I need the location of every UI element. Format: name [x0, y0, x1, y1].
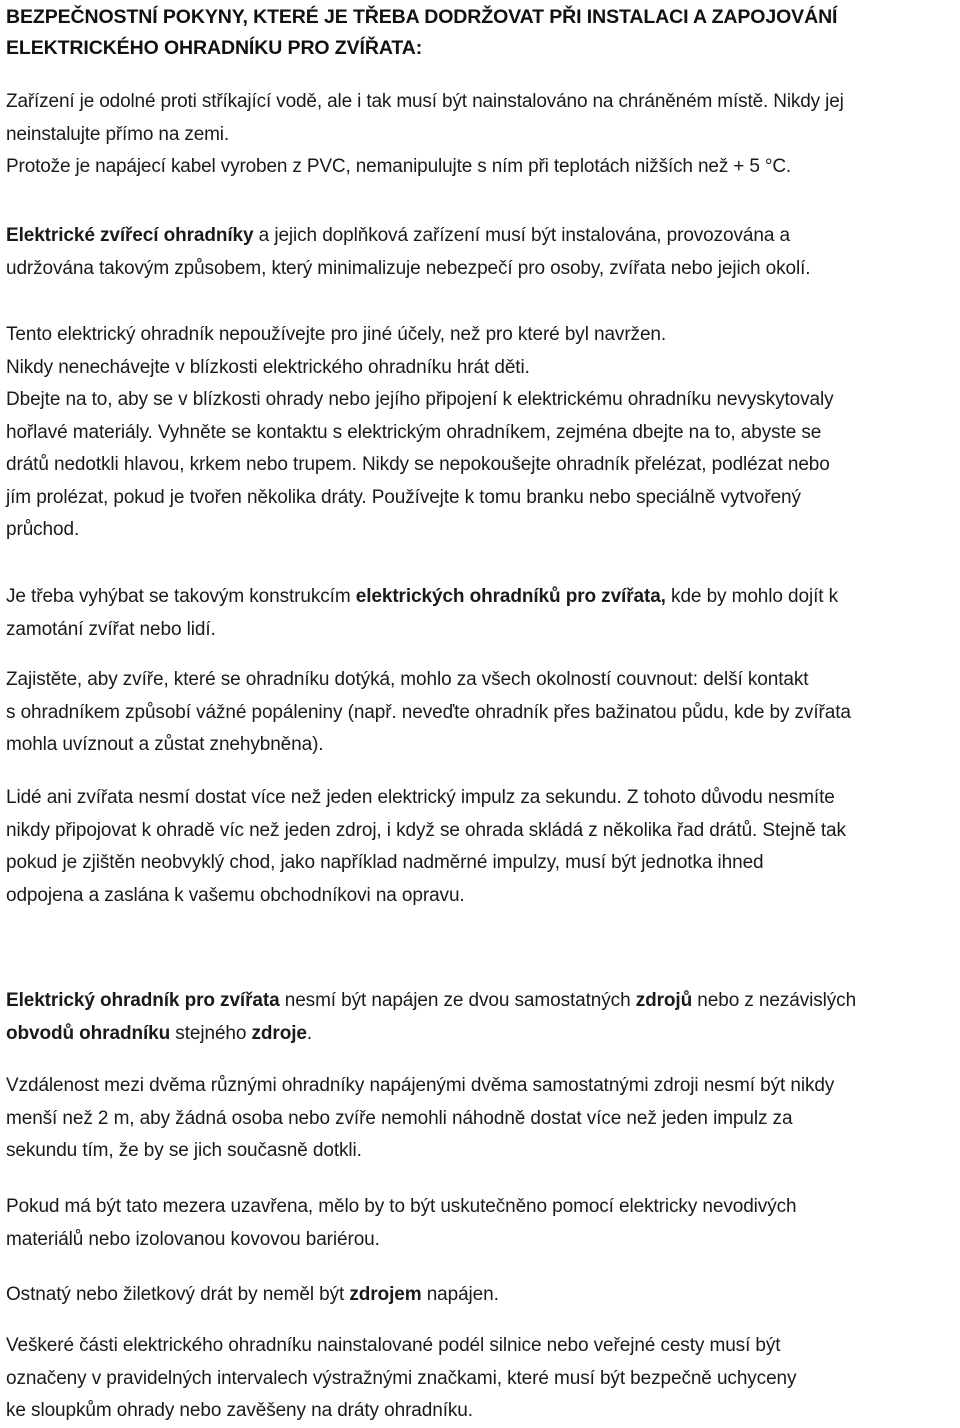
paragraph-installation: [6, 220, 956, 285]
text-line: označeny v pravidelných intervalech výstražnými značkami, které musí být bezpečně uchyceny: [6, 1367, 797, 1389]
bold-term: zdrojů: [635, 990, 693, 1011]
bold-term: Elektrické zvířecí ohradníky: [6, 225, 254, 246]
text-line: Veškeré části elektrického ohradníku nainstalované podél silnice nebo veřejné cesty musí být: [6, 1335, 781, 1356]
paragraph-animal-retreat: [6, 664, 956, 762]
text-line: [6, 1018, 956, 1051]
text-fragment: nebo z nezávislých: [692, 990, 857, 1011]
text-line: materiálů nebo izolovanou kovovou bariérou.: [6, 1228, 380, 1250]
paragraph-impulse-limit: [6, 782, 956, 912]
title-line: ELEKTRICKÉHO OHRADNÍKU PRO ZVÍŘATA:: [6, 37, 423, 59]
paragraph-distance: [6, 1070, 956, 1168]
paragraph-gap-closure: [6, 1191, 956, 1256]
text-line: Lidé ani zvířata nesmí dostat více než jeden elektrický impulz za sekundu. Z tohoto důvodu nesmíte: [6, 787, 835, 808]
bold-term: zdroje: [251, 1022, 307, 1044]
text-line: neinstalujte přímo na zemi.: [6, 123, 230, 145]
text-fragment: Ostnatý nebo žiletkový drát by neměl být: [6, 1284, 350, 1305]
paragraph-usage-warnings: [6, 319, 956, 547]
text-fragment: kde by mohlo dojít k: [665, 586, 839, 607]
paragraph-construction: [6, 581, 956, 646]
text-line: udržována takovým způsobem, který minimalizuje nebezpečí pro osoby, zvířata nebo jejich okolí.: [6, 257, 811, 279]
text-fragment: nesmí být napájen ze dvou samostatných: [279, 990, 636, 1011]
text-line: s ohradníkem způsobí vážné popáleniny (např. neveďte ohradník přes bažinatou půdu, kde by zvířata: [6, 701, 851, 723]
text-line: Zařízení je odolné proti stříkající vodě, ale i tak musí být nainstalováno na chráněném místě. Nikdy jej: [6, 91, 844, 112]
text-fragment: .: [306, 1022, 313, 1044]
bold-term: elektrických ohradníků pro zvířata,: [355, 586, 666, 607]
text-line: Dbejte na to, aby se v blízkosti ohrady nebo jejího připojení k elektrickému ohradníku nevyskytovaly: [6, 389, 834, 410]
text-line: pokud je zjištěn neobvyklý chod, jako například nadměrné impulzy, musí být jednotka ihned: [6, 852, 764, 873]
text-line: Pokud má být tato mezera uzavřena, mělo by to být uskutečněno pomocí elektricky nevodivých: [6, 1196, 797, 1217]
text-line: [6, 581, 956, 614]
text-line: jím prolézat, pokud je tvořen několika dráty. Používejte k tomu branku nebo speciálně vytvořený: [6, 486, 801, 508]
paragraph-warning-signs: [6, 1330, 956, 1428]
text-line: sekundu tím, že by se jich současně dotkli.: [6, 1140, 362, 1161]
text-line: ke sloupkům ohrady nebo zavěšeny na dráty ohradníku.: [6, 1400, 473, 1421]
text-fragment: Je třeba vyhýbat se takovým konstrukcím: [6, 586, 356, 607]
text-line: Protože je napájecí kabel vyroben z PVC, nemanipulujte s ním při teplotách nižších než + 5 °C.: [6, 156, 792, 177]
document-title: [6, 2, 956, 64]
text-line: [6, 1279, 956, 1312]
text-line: mohla uvíznout a zůstat znehybněna).: [6, 734, 324, 755]
bold-term: Elektrický ohradník pro zvířata: [6, 990, 280, 1011]
text-line: průchod.: [6, 519, 80, 540]
bold-term: zdrojem: [349, 1284, 422, 1305]
text-fragment: napájen.: [421, 1284, 499, 1305]
text-line: Tento elektrický ohradník nepoužívejte pro jiné účely, než pro které byl navržen.: [6, 324, 667, 345]
text-line: zamotání zvířat nebo lidí.: [6, 618, 216, 640]
text-line: nikdy připojovat k ohradě víc než jeden zdroj, i když se ohrada skládá z několika řad drátů. Stejně tak: [6, 819, 846, 841]
text-line: Nikdy nenechávejte v blízkosti elektrického ohradníku hrát děti.: [6, 356, 530, 378]
title-line: BEZPEČNOSTNÍ POKYNY, KTERÉ JE TŘEBA DODRŽOVAT PŘI INSTALACI A ZAPOJOVÁNÍ: [6, 6, 838, 28]
text-fragment: a jejich doplňková zařízení musí být instalována, provozována a: [253, 225, 790, 246]
text-line: [6, 220, 956, 253]
text-fragment: stejného: [170, 1022, 252, 1044]
paragraph-water-resistance: [6, 86, 956, 184]
text-line: Zajistěte, aby zvíře, které se ohradníku dotýká, mohlo za všech okolností couvnout: delší kontakt: [6, 669, 809, 690]
text-line: odpojena a zaslána k vašemu obchodníkovi na opravu.: [6, 884, 465, 906]
text-line: hořlavé materiály. Vyhněte se kontaktu s elektrickým ohradníkem, zejména dbejte na to, abyste se: [6, 421, 822, 443]
text-line: [6, 985, 956, 1018]
bold-term: obvodů ohradníku: [6, 1022, 171, 1044]
text-line: drátů nedotkli hlavou, krkem nebo trupem. Nikdy se nepokoušejte ohradník přelézat, podlézat nebo: [6, 454, 830, 475]
paragraph-barbed-wire: [6, 1279, 956, 1312]
text-line: menší než 2 m, aby žádná osoba nebo zvíře nemohli náhodně dostat více než jeden impulz za: [6, 1107, 793, 1129]
text-line: Vzdálenost mezi dvěma různými ohradníky napájenými dvěma samostatnými zdroji nesmí být nikdy: [6, 1075, 835, 1096]
paragraph-power-sources: [6, 985, 956, 1050]
